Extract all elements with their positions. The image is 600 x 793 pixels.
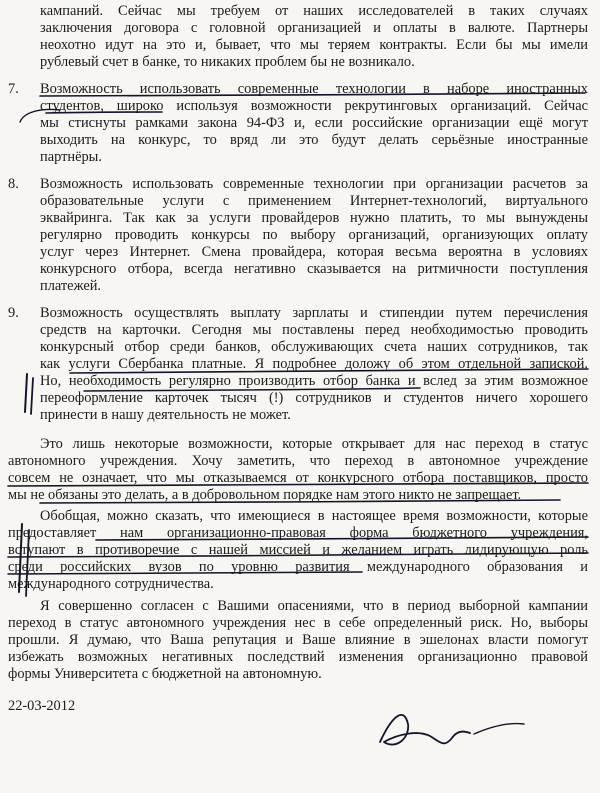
intro-line: рублевый счет в банке, то никаких проблем бы не возникало. (40, 54, 415, 70)
list-item-line: как услуги Сбербанка платные. Я подробнее доложу об этом отдельной запиской. (40, 356, 588, 372)
paragraph-line: Я совершенно согласен с Вашими опасениями, что в период выборной кампании (40, 598, 588, 614)
signature (474, 724, 524, 734)
paragraph-line: переход в статус автономного учреждения нес в себе определенный риск. Но, выборы (8, 615, 588, 631)
intro-line: кампаний. Сейчас мы требуем от наших исследователей в таких случаях (40, 3, 588, 19)
paragraph-line: международного сотрудничества. (8, 576, 214, 592)
list-item-line: выходить на конкурс, то вряд ли это будут делать серьёзные иностранные (40, 132, 588, 148)
list-item-line: мы стиснуты рамками закона 94-ФЗ и, если российские организации ещё могут (40, 115, 588, 131)
paragraph-line: Обобщая, можно сказать, что имеющиеся в настоящее время возможности, которые (40, 508, 588, 524)
list-item-line: переоформление карточек тысяч (!) сотрудников и студентов ничего хорошего (40, 390, 588, 406)
list-item-line: эквайринга. Так как за услуги провайдеров нужно платить, то мы вынуждены (40, 210, 588, 226)
paragraph-line: прошли. Я думаю, что Ваша репутация и Ваше влияние в эшелонах власти помогут (8, 632, 588, 648)
list-item-line: регулярно проводить конкурсы по выбору организаций, организующих оплату (40, 227, 588, 243)
paragraph-line: совсем не означает, что мы отказываемся от конкурсного отбора поставщиков, просто (8, 470, 588, 486)
pen-margin-bar (31, 378, 33, 414)
paragraph-line: мы не обязаны это делать, а в добровольном порядке нам этого никто не запрещает. (8, 487, 522, 503)
list-item-line: Возможность использовать современные технологии в наборе иностранных (40, 81, 588, 97)
list-item-line: конкурсный отбор среди банков, обслуживающих счета наших сотрудников, так (40, 339, 588, 355)
list-item-line: студентов, широко используя возможности рекрутинговых организаций. Сейчас (40, 98, 588, 114)
list-number: 9. (8, 305, 19, 321)
list-item-line: конкурсного отбора, всегда негативно сказывается на ритмичности поступления (40, 261, 588, 277)
list-item-line: услуг через Интернет. Смена провайдера, которая весьма вероятна в условиях (40, 244, 588, 260)
paragraph-line: Это лишь некоторые возможности, которые открывает для нас переход в статус (40, 436, 588, 452)
list-item-line: Но, необходимость регулярно производить отбор банка и вслед за этим возможное (40, 373, 588, 389)
paragraph-line: избежать возможных негативных последствий изменения организационно правовой (8, 649, 588, 665)
paragraph-line: среди российских вузов по уровню развития международного образования и (8, 559, 588, 575)
list-item-line: средств на карточки. Сегодня мы поставлены перед необходимостью проводить (40, 322, 588, 338)
paragraph-line: предоставляет нам организационно-правовая форма бюджетного учреждения, (8, 525, 588, 541)
paragraph-line: формы Университета с бюджетной на автономную. (8, 666, 322, 682)
paragraph-line: вступают в противоречие с нашей миссией и желанием играть лидирующую роль (8, 542, 588, 558)
paragraph-line: автономного учреждения. Хочу заметить, что переход в автономное учреждение (8, 453, 588, 469)
list-item-line: платежей. (40, 278, 102, 294)
list-number: 7. (8, 81, 19, 97)
list-item-line: Возможность использовать современные технологии при организации расчетов за (40, 176, 588, 192)
list-item-line: партнёры. (40, 149, 102, 165)
pen-margin-bar (25, 374, 27, 412)
intro-line: заключения договора с головной организацией и оплаты в валюте. Партнеры (40, 20, 588, 36)
list-number: 8. (8, 176, 19, 192)
list-item-line: принести в нашу деятельность не может. (40, 407, 291, 423)
list-item-line: образовательные услуги с применением Интернет-технологий, виртуального (40, 193, 588, 209)
document-date: 22-03-2012 (8, 698, 76, 714)
signature (380, 715, 470, 745)
intro-line: неохотно идут на это и, бывает, что мы теряем контракты. Если бы мы имели (40, 37, 588, 53)
list-item-line: Возможность осуществлять выплату зарплаты и стипендии путем перечисления (40, 305, 588, 321)
